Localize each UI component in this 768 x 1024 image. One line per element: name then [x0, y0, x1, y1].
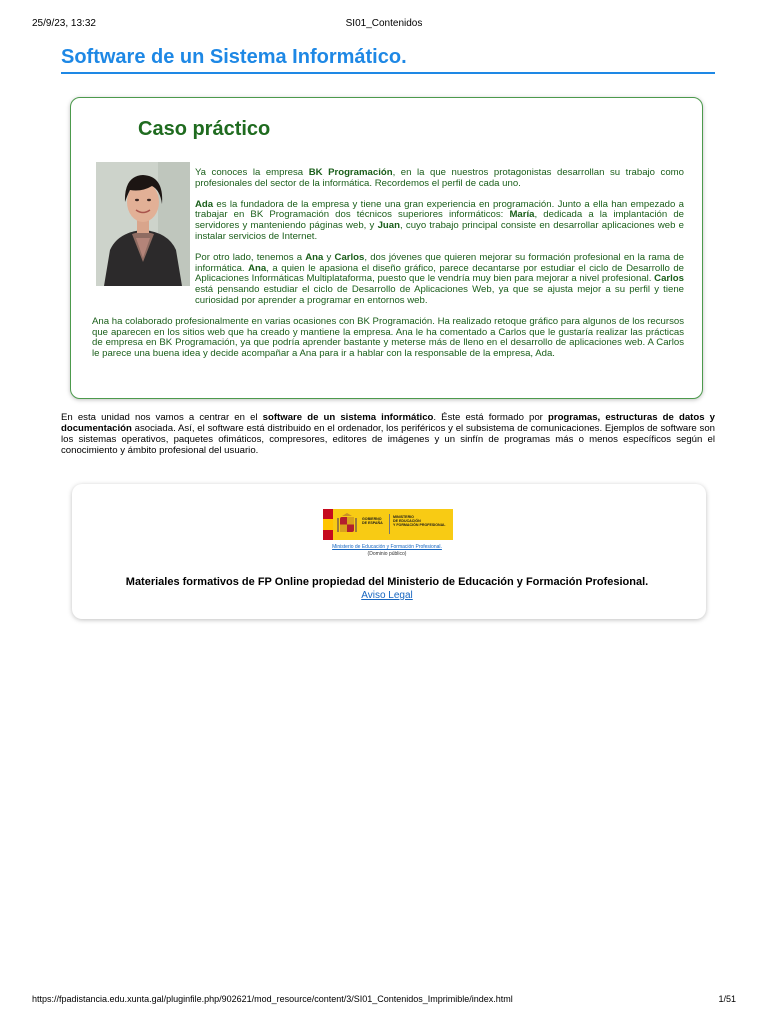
case-study-box	[70, 97, 703, 399]
ministry-link[interactable]: Ministerio de Educación y Formación Profesional.	[332, 544, 442, 550]
case-paragraph-2: Ada es la fundadora de la empresa y tiene una gran experiencia en programación. Junto a ella han empezado a trabajar en BK Programación dos técnicos superiores informáticos: María, dedicada a la implantación de servidores y manteniendo páginas web, y Juan, cuyo trabajo principal consiste en desarrollar aplicaciones web e instalar servicios de Internet.	[195, 198, 685, 242]
legal-notice-link[interactable]: Aviso Legal	[361, 590, 413, 601]
coat-of-arms-icon	[336, 512, 358, 536]
footer-box	[72, 484, 706, 619]
print-header	[32, 18, 736, 30]
print-datetime: 25/9/23, 13:32	[32, 18, 96, 29]
intro-paragraph: En esta unidad nos vamos a centrar en el software de un sistema informático. Éste está formado por programas, estructuras de datos y documentación asociada. Así, el software está distribuido en el ordenador, los periféricos y el subsistema de comunicaciones. Ejemplos de software son los sistemas operativos, paquetes ofimáticos, compresores, editores de imágenes y un sinfín de programas más o menos específicos según el conocimiento y ámbito profesional del usuario.	[61, 412, 715, 456]
print-url: https://fpadistancia.edu.xunta.gal/pluginfile.php/902621/mod_resource/content/3/SI01_Contenidos_Imprimible/index.html	[32, 994, 513, 1004]
case-paragraph-4: Ana ha colaborado profesionalmente en varias ocasiones con BK Programación. Ha realizado retoque gráfico para algunos de los recursos que aparecen en los sitios web que ha creado y mantiene la empresa. Ana le ha comentado a Carlos que le gustaría realizar las prácticas de empresa en BK Programación, ya que podría aprender bastante y meterse más de lleno en el desarrollo de aplicaciones web. A Carlos le parece una buena idea y decide acompañar a Ana para ir a hablar con la responsable de la empresa, Ada.	[92, 315, 684, 360]
photo-spacer	[92, 168, 195, 296]
materials-notice: Materiales formativos de FP Online propiedad del Ministerio de Educación y Formación Profesional.	[125, 576, 649, 588]
ministry-logo	[323, 509, 453, 540]
page-number: 1/51	[718, 994, 736, 1004]
public-domain-label: (Dominio público)	[367, 551, 407, 557]
logo-divider	[389, 514, 390, 534]
print-doc-title: SI01_Contenidos	[345, 18, 423, 29]
print-footer	[32, 994, 736, 1006]
case-study-title: Caso práctico	[138, 118, 271, 140]
page-title: Software de un Sistema Informático.	[61, 44, 715, 74]
logo-ministerio-text: MINISTERIO DE EDUCACIÓN Y FORMACIÓN PROFESIONAL	[393, 515, 446, 528]
logo-gobierno-text: GOBIERNO DE ESPAÑA	[362, 517, 383, 526]
case-study-text	[92, 168, 684, 370]
spain-flag-icon	[323, 509, 333, 540]
case-paragraph-1: Ya conoces la empresa BK Programación, en la que nuestros protagonistas desarrollan su trabajo como profesionales del sector de la informática. Recordemos el perfil de cada uno.	[195, 167, 684, 189]
case-paragraph-3: Por otro lado, tenemos a Ana y Carlos, dos jóvenes que quieren mejorar su formación profesional en la rama de informática. Ana, a quien le apasiona el diseño gráfico, parece decantarse por estudiar el ciclo de Desarrollo de Aplicaciones Informáticas Multiplataforma, puesto que le vendría muy bien para mejorar a nivel profesional. Carlos está pensando estudiar el ciclo de Desarrollo de Aplicaciones Web, ya que se ajusta mejor a su perfil y tiene curiosidad por aprender a programar en entornos web.	[195, 251, 684, 306]
